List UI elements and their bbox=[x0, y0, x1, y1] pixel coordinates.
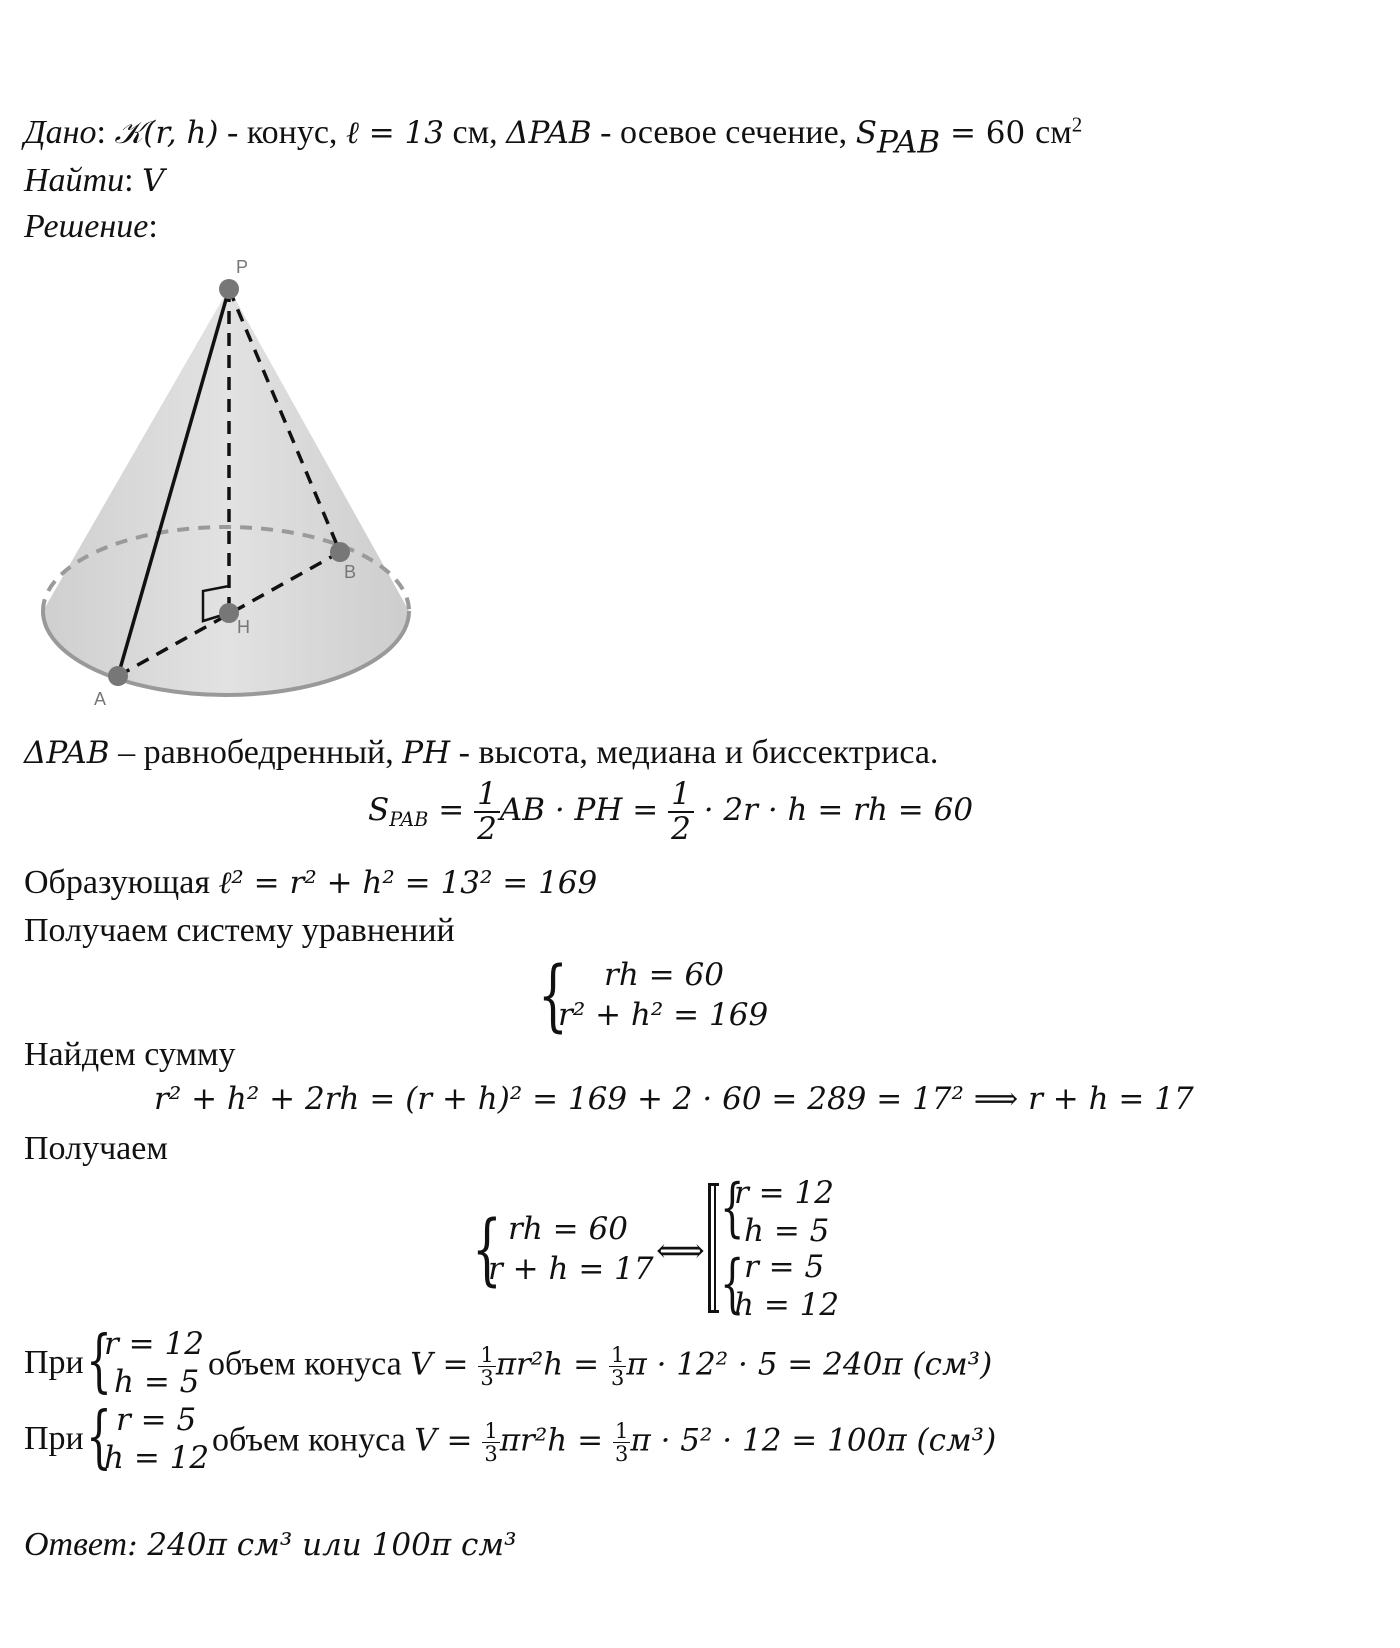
area-subscript: PAB bbox=[876, 124, 941, 161]
point-h bbox=[219, 603, 239, 623]
area-unit: см bbox=[1035, 114, 1072, 151]
area-formula bbox=[368, 778, 973, 845]
case2-formula bbox=[212, 1420, 996, 1465]
point-a bbox=[108, 666, 128, 686]
cone-text: - конус, bbox=[218, 114, 346, 151]
find-line: Найти: V bbox=[24, 162, 165, 199]
case1-mid: πr²h = bbox=[495, 1346, 609, 1383]
isosceles-line bbox=[24, 736, 938, 770]
area-symbol: S bbox=[855, 115, 877, 151]
frac-den-2: 2 bbox=[671, 810, 691, 847]
case-a-r: r = 12 bbox=[734, 1175, 834, 1211]
height-median-text: - высота, медиана и биссектриса. bbox=[450, 734, 939, 771]
point-p bbox=[219, 279, 239, 299]
sum-intro: Найдем сумму bbox=[24, 1036, 236, 1073]
square-bracket-inner bbox=[714, 1183, 717, 1313]
case2-text: объем конуса bbox=[212, 1421, 415, 1459]
system1-row2: r² + h² = 169 bbox=[558, 997, 769, 1033]
case2-v: V = bbox=[414, 1422, 483, 1459]
system1-row1: rh = 60 bbox=[604, 957, 724, 993]
brace-1: { bbox=[538, 951, 568, 1041]
case1-brace: { bbox=[86, 1322, 112, 1401]
find-label: Найти bbox=[24, 162, 125, 199]
area-value: = 60 bbox=[940, 115, 1036, 151]
generatrix-line bbox=[24, 866, 597, 900]
unit-cm: см, bbox=[443, 114, 507, 151]
iff-symbol: ⟺ bbox=[656, 1231, 705, 1271]
triangle-notation: ΔPAB bbox=[506, 115, 592, 151]
case2-h: h = 12 bbox=[104, 1440, 210, 1476]
case1-num-2: 1 bbox=[610, 1343, 625, 1367]
frac-den: 2 bbox=[477, 810, 497, 847]
case1-formula bbox=[208, 1344, 992, 1389]
label-p: P bbox=[236, 257, 249, 277]
case1-pri: При bbox=[24, 1344, 84, 1381]
given-label: Дано bbox=[24, 114, 97, 151]
generatrix-given: ℓ = 13 bbox=[345, 115, 444, 151]
case2-tail: π · 5² · 12 = 100π (см³) bbox=[630, 1422, 997, 1459]
answer-line bbox=[24, 1528, 517, 1562]
generatrix-text: Образующая bbox=[24, 864, 219, 901]
fraction-half-2 bbox=[668, 778, 694, 845]
answer-value: : 240π см³ или 100π см³ bbox=[127, 1527, 517, 1563]
cone-figure bbox=[40, 255, 420, 715]
area-s-sub: PAB bbox=[389, 807, 429, 831]
solution-label: Решение bbox=[24, 208, 149, 245]
cone-surface bbox=[43, 288, 409, 695]
case2-r: r = 5 bbox=[116, 1402, 197, 1438]
case-a-h: h = 5 bbox=[744, 1213, 830, 1249]
area-part2: · 2r · h = rh = 60 bbox=[693, 792, 974, 829]
case1-den: 3 bbox=[480, 1366, 494, 1391]
system2-row2: r + h = 17 bbox=[488, 1251, 654, 1287]
section-text: - осевое сечение, bbox=[591, 114, 856, 151]
given-line: Дано: 𝒦(r, h) - конус, ℓ = 13 см, ΔPAB - осевое сечение, $S_{PAB} = 60$ $см^2$ bbox=[24, 112, 1083, 161]
case1-text: объем конуса bbox=[208, 1345, 411, 1383]
point-b bbox=[330, 542, 350, 562]
answer-label: Ответ bbox=[24, 1526, 128, 1563]
system-intro: Получаем систему уравнений bbox=[24, 912, 455, 949]
get-intro: Получаем bbox=[24, 1130, 168, 1167]
case2-fraction-2 bbox=[613, 1420, 630, 1465]
case2-num: 1 bbox=[484, 1419, 498, 1443]
area-s: S bbox=[368, 792, 390, 829]
case2-pri: При bbox=[24, 1420, 84, 1457]
case1-fraction-2 bbox=[609, 1344, 626, 1389]
brace-2: { bbox=[472, 1205, 502, 1295]
frac-num-2: 1 bbox=[668, 778, 694, 813]
brace-2b: { bbox=[720, 1247, 745, 1321]
sum-formula: r² + h² + 2rh = (r + h)² = 169 + 2 · 60 = 289 = 17² ⟹ r + h = 17 bbox=[154, 1081, 1194, 1117]
case1-h: h = 5 bbox=[114, 1364, 200, 1400]
ph-symbol: PH bbox=[402, 735, 451, 771]
case2-mid: πr²h = bbox=[499, 1422, 613, 1459]
generatrix-formula: ℓ² = r² + h² = 13² = 169 bbox=[218, 865, 598, 901]
area-unit-power: 2 bbox=[1071, 112, 1083, 137]
case-b-h: h = 12 bbox=[734, 1287, 840, 1323]
case1-tail: π · 12² · 5 = 240π (см³) bbox=[626, 1346, 993, 1383]
label-a: A bbox=[94, 689, 107, 709]
area-part1: AB · PH = bbox=[499, 792, 669, 829]
case2-brace: { bbox=[86, 1398, 112, 1477]
system2-row1: rh = 60 bbox=[508, 1211, 628, 1247]
cone-notation: 𝒦(r, h) bbox=[114, 115, 219, 151]
case-b-r: r = 5 bbox=[744, 1249, 825, 1285]
case1-r: r = 12 bbox=[104, 1326, 204, 1362]
solution-line: Решение: bbox=[24, 208, 158, 245]
case2-den: 3 bbox=[484, 1442, 498, 1467]
label-b: B bbox=[344, 562, 357, 582]
case2-den-2: 3 bbox=[614, 1442, 629, 1467]
case1-v: V = bbox=[410, 1346, 479, 1383]
case1-num: 1 bbox=[480, 1343, 494, 1367]
isosceles-text: – равнобедренный, bbox=[109, 734, 403, 771]
label-h: H bbox=[237, 617, 250, 637]
case1-fraction bbox=[478, 1344, 495, 1389]
triangle-symbol: ΔPAB bbox=[24, 735, 110, 771]
frac-num: 1 bbox=[474, 778, 500, 813]
case1-den-2: 3 bbox=[610, 1366, 625, 1391]
area-eq: = bbox=[428, 792, 475, 829]
find-value: V bbox=[142, 163, 165, 199]
fraction-half bbox=[474, 778, 500, 845]
case2-fraction bbox=[482, 1420, 499, 1465]
brace-2a: { bbox=[720, 1171, 745, 1245]
case2-num-2: 1 bbox=[614, 1419, 629, 1443]
